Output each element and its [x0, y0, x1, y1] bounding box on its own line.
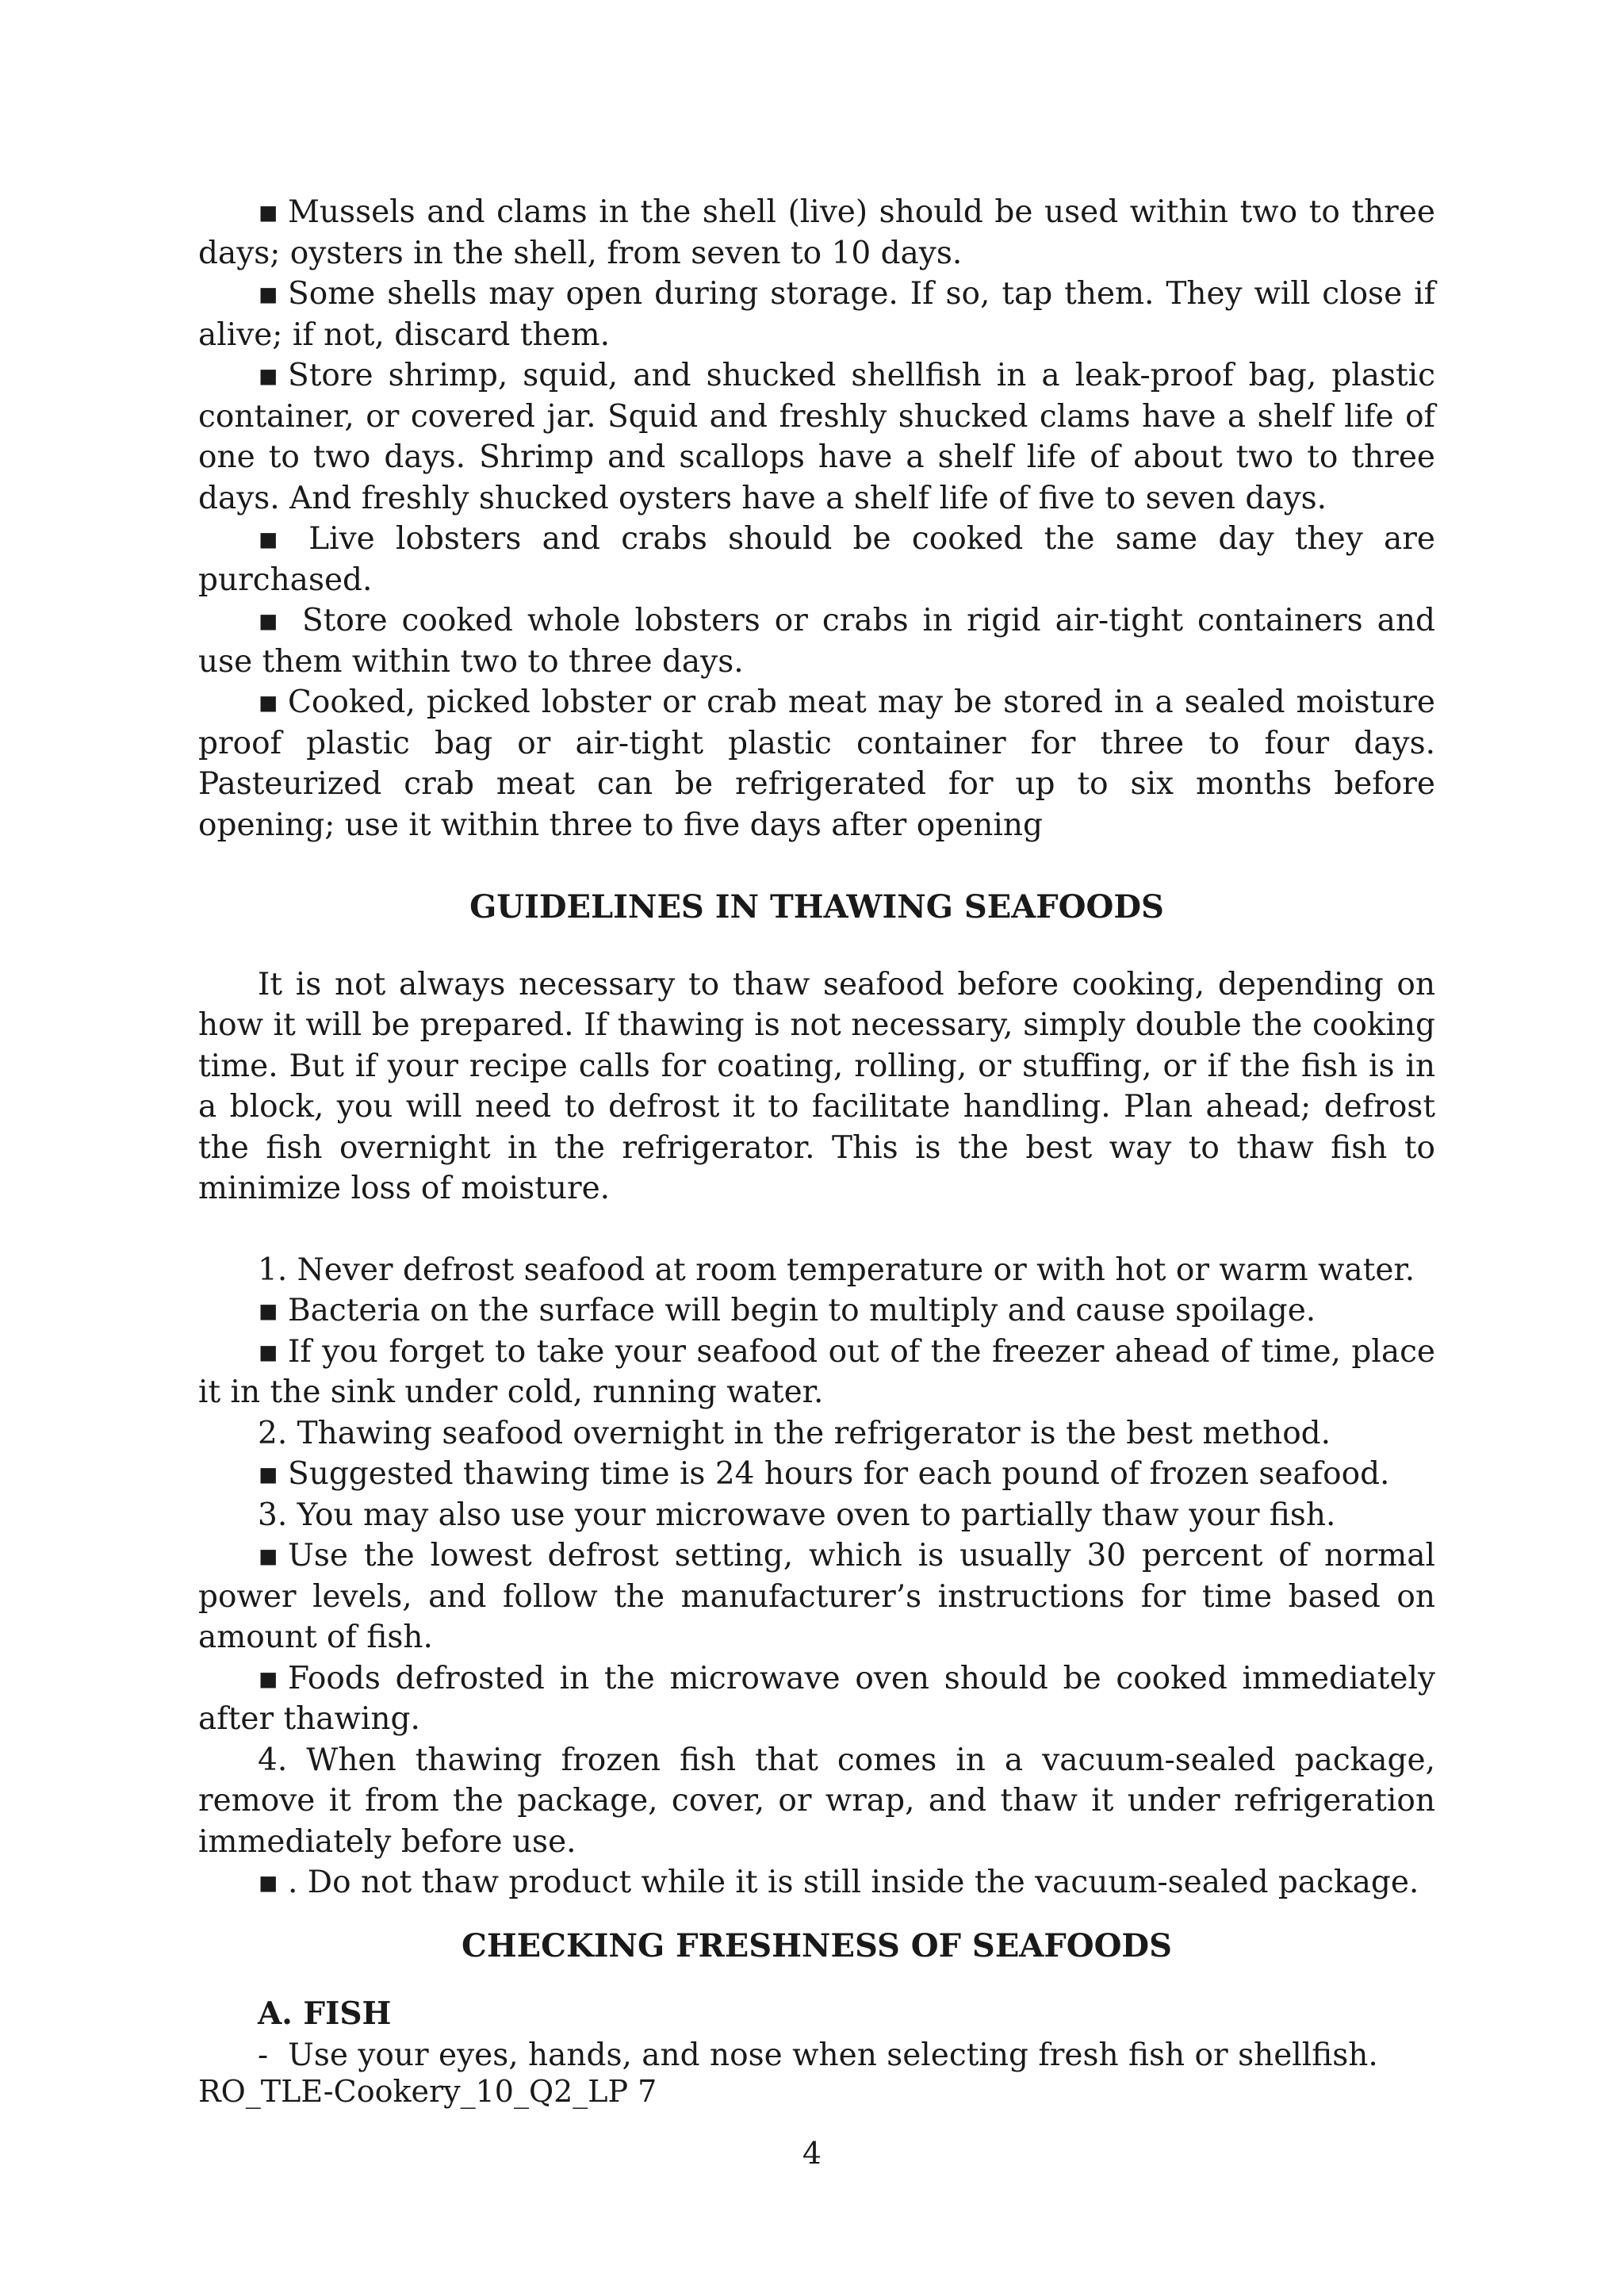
- page-number: 4: [802, 2136, 822, 2171]
- thawing-bullet: ▪ Use the lowest defrost setting, which is usually 30 percent of normal power levels, and follow the manufacturer’s instructions for time based on amount of fish.: [198, 1535, 1435, 1658]
- thawing-intro: It is not always necessary to thaw seafood before cooking, depending on how it will be prepared. If thawing is not necessary, simply double the cooking time. But if your recipe calls for coating, rolling, or stuffing, or if the fish is in a block, you will need to defrost it to facilitate handling. Plan ahead; defrost the fish overnight in the refrigerator. This is the best way to thaw fish to minimize loss of moisture.: [198, 966, 1435, 1206]
- thawing-bullet: ▪ Foods defrosted in the microwave oven should be cooked immediately after thawing.: [198, 1658, 1435, 1740]
- document-body: [198, 192, 1435, 2076]
- bullet-icon: ▪: [258, 684, 279, 720]
- bullet-icon: ▪: [258, 1538, 279, 1573]
- bullet-icon: ▪: [258, 1660, 279, 1696]
- storage-item: ▪ Store shrimp, squid, and shucked shellfish in a leak-proof bag, plastic container, or covered jar. Squid and freshly shucked clams have a shelf life of one to two days. Shrimp and scallops have a shelf life of about two to three days. And freshly shucked oysters have a shelf life of five to seven days.: [198, 355, 1435, 519]
- section-heading-freshness: CHECKING FRESHNESS OF SEAFOODS: [462, 1926, 1172, 1964]
- thawing-step-4: 4. When thawing frozen fish that comes in a vacuum-sealed package, remove it from the package, cover, or wrap, and thaw it under refrigeration immediately before use.: [198, 1742, 1435, 1860]
- bullet-icon: ▪: [258, 603, 279, 638]
- storage-item: ▪ Cooked, picked lobster or crab meat may be stored in a sealed moisture proof plastic bag or air-tight plastic container for three to four days. Pasteurized crab meat can be refrigerated for up to six months before opening; use it within three to five days after opening: [198, 682, 1435, 845]
- thawing-step-2: 2. Thawing seafood overnight in the refrigerator is the best method.: [258, 1415, 1331, 1451]
- bullet-icon: ▪: [258, 1333, 279, 1370]
- subsection-heading-fish: A. FISH: [258, 1995, 392, 2032]
- thawing-bullet: ▪ If you forget to take your seafood out of the freezer ahead of time, place it in the sink under cold, running water.: [198, 1332, 1435, 1413]
- thawing-bullet: ▪ . Do not thaw product while it is still inside the vacuum-sealed package.: [198, 1862, 1435, 1903]
- bullet-icon: ▪: [258, 1865, 279, 1900]
- bullet-icon: ▪: [258, 521, 279, 557]
- thawing-step-3: 3. You may also use your microwave oven to partially thaw your fish.: [258, 1497, 1336, 1533]
- fish-tip: - Use your eyes, hands, and nose when selecting fresh fish or shellfish.: [198, 2035, 1435, 2076]
- bullet-icon: ▪: [258, 358, 279, 393]
- thawing-step-1: 1. Never defrost seafood at room temperature or with hot or warm water.: [258, 1251, 1415, 1288]
- dash-icon: -: [258, 2037, 269, 2073]
- thawing-bullet: ▪ Bacteria on the surface will begin to multiply and cause spoilage.: [198, 1290, 1435, 1332]
- storage-item: ▪ Mussels and clams in the shell (live) should be used within two to three days; oysters in the shell, from seven to 10 days.: [198, 192, 1435, 274]
- storage-item: ▪ Live lobsters and crabs should be cooked the same day they are purchased.: [198, 519, 1435, 600]
- bullet-icon: ▪: [258, 1293, 279, 1328]
- bullet-icon: ▪: [258, 1456, 279, 1492]
- bullet-icon: ▪: [258, 194, 279, 230]
- storage-item: ▪ Some shells may open during storage. If so, tap them. They will close if alive; if not, discard them.: [198, 274, 1435, 355]
- bullet-icon: ▪: [258, 276, 279, 312]
- section-heading-thawing: GUIDELINES IN THAWING SEAFOODS: [469, 888, 1164, 926]
- thawing-bullet: ▪ Suggested thawing time is 24 hours for each pound of frozen seafood.: [198, 1454, 1435, 1495]
- module-code: RO_TLE-Cookery_10_Q2_LP 7: [198, 2074, 657, 2109]
- storage-item: ▪ Store cooked whole lobsters or crabs in rigid air-tight containers and use them within two to three days.: [198, 600, 1435, 682]
